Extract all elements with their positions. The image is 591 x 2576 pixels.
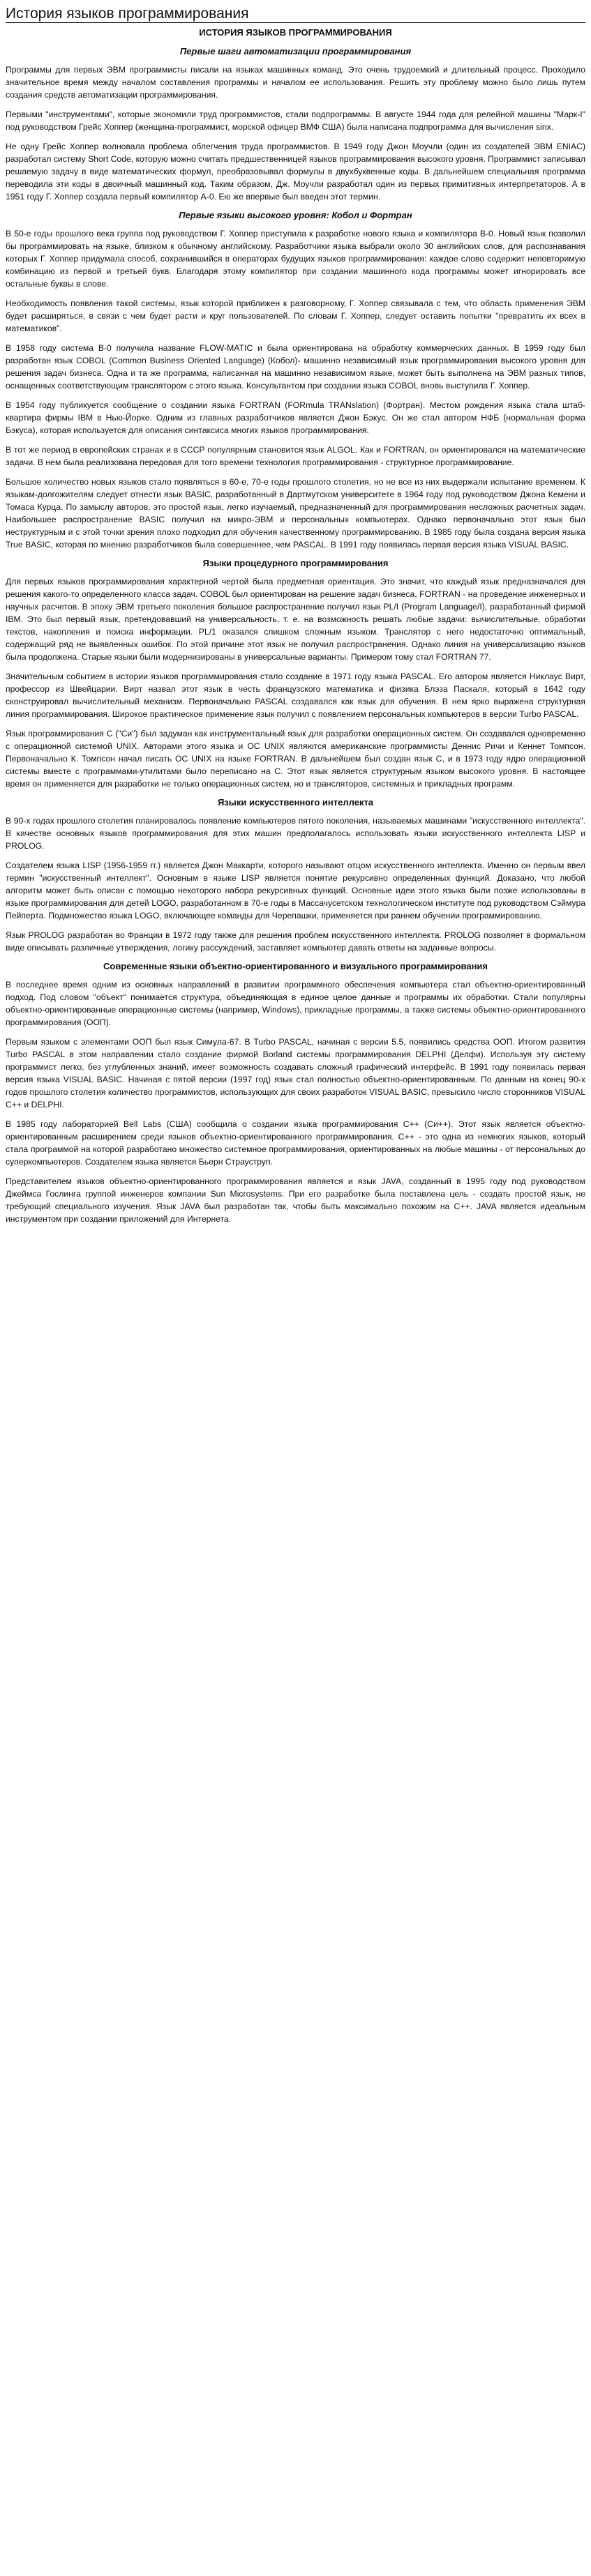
paragraph: Необходимость появления такой системы, язык которой приближен к разговорному, Г. Хоппер связывала с тем, что область применения ЭВМ будет расширяться, в связи с чем будет расти и круг пользователей. По словам Г. Хоппер, следует оставить попытки "превратить их всех в математиков". xyxy=(6,298,585,333)
paragraph: В 50-е годы прошлого века группа под руководством Г. Хоппер приступила к разработке нового языка и компилятора В-0. Новый язык позволил бы программировать на языке, близком к обычному английскому. Разработчики языка выбрали около 30 английских слов, для распознавания которых Г. Хоппер придумала способ, сохранившийся в операторах будущих языков программирования: каждое слово содержит неповторимую комбинацию из первой и третьей букв. Благодаря этому компилятор при создании машинного кода программы может игнорировать все остальные буквы в слове. xyxy=(6,229,585,289)
document-title: ИСТОРИЯ ЯЗЫКОВ ПРОГРАММИРОВАНИЯ xyxy=(199,27,392,38)
paragraph: В последнее время одним из основных направлений в развитии программного обеспечения компьютера стал объектно-ориентированный подход. Под словом "объект" понимается структура, объединяющая в единое целое данные и программы их обработки. Стали популярны объектно-ориентированные операционные системы (например, Windows), прикладные программы, а также системы объектно-ориентированного программирования (ООП). xyxy=(6,980,585,1027)
paragraph: Для первых языков программирования характерной чертой была предметная ориентация. Это значит, что каждый язык предназначался для решения какого-то определенного класса задач. COBOL был ориентирован на решение задач бизнеса, FORTRAN - на проведение инженерных и научных расчетов. В эпоху ЭВМ третьего поколения большое распространение получил язык PL/I (Program Language/I), разработанный фирмой IBM. Это был первый язык, претендовавший на универсальность, т. е. на возможность решать любые задачи: вычислительные, обработки текстов, накопления и поиска информации. PL/1 оказался слишком сложным языком. Транслятор с него недостаточно оптимальный, содержащий ряд не выявленных ошибок. По этой причине этот язык не получил распространения. Однако линия на универсализацию языков была продолжена. Старые языки были модернизированы в универсальные варианты. Примером тому стал FORTRAN 77. xyxy=(6,577,585,662)
paragraph: Первыми "инструментами", которые экономили труд программистов, стали подпрограммы. В августе 1944 года для релейной машины "Марк-I" под руководством Грейс Хоппер (женщина-программист, морской офицер ВМФ США) была написана подпрограмма для вычисления sinx. xyxy=(6,109,585,132)
section-procedural-languages xyxy=(6,558,585,790)
paragraph: В 90-х годах прошлого столетия планировалось появление компьютеров пятого поколения, называемых машинами "искусственного интеллекта". В качестве основных языков программирования для этих машин предполагалось использовать языки искусственного интеллекта LISP и PROLOG. xyxy=(6,816,585,851)
section-heading: Первые шаги автоматизации программирования xyxy=(179,46,412,56)
section-ai-languages xyxy=(6,797,585,954)
section-high-level-languages xyxy=(6,210,585,551)
paragraph: Язык программирования С ("Си") был задуман как инструментальный язык для разработки операционных систем. Он создавался одновременно с операционной системой UNIX. Авторами этого языка и ОС UNIX являются американские программисты Деннис Ричи и Кеннет Томпсон. Первоначально К. Томпсон начал писать ОС UNIX на языке FORTRAN. В дальнейшем был создан язык С, и в 1973 году ядро операционной системы вместе с программами-утилитами было переписано на С. Этот язык является структурным языком высокого уровня. В настоящее время он применяется для разработки не только операционных систем, но и трансляторов, системных и прикладных программ. xyxy=(6,729,585,789)
document-page xyxy=(0,0,591,1225)
section-first-steps xyxy=(6,46,585,203)
paragraph: Создателем языка LISP (1956-1959 гг.) является Джон Маккарти, которого называют отцом искусственного интеллекта. Именно он первым ввел термин "искусственный интеллект". Основным в языке LISP является понятие рекурсивно определенных функций. Доказано, что любой алгоритм может быть описан с помощью некоторого набора рекурсивных функций. Основные идеи этого языка были позже использованы в языке программирования для детей LOGO, разработанном в 70-е годы в Массачусетском технологическом институте под руководством Сэймура Пейперта. Подмножество языка LOGO, включающее команды для Черепашки, применяется при раннем обучении программированию. xyxy=(6,861,585,920)
paragraph: Большое количество новых языков стало появляться в 60-е, 70-е годы прошлого столетия, но не все из них выдержали испытание временем. К языкам-долгожителям следует отнести язык BASIC, разработанный в Дартмутском университете в 1964 году под руководством Джона Кемени и Томаса Курца. По замыслу авторов, это простой язык, легко изучаемый, предназначенный для программирования несложных расчетных задач. Наибольшее распространение BASIC получил на микро-ЭВМ и персональных компьютерах. Однако первоначально этот язык был неструктурным и с этой точки зрения плохо подходил для обучения качественному программированию. В 1985 году была создана версия языка True BASIC, которая по мнению разработчиков была совершеннее, чем PASCAL. В 1991 году появилась первая версия языка VISUAL BASIC. xyxy=(6,477,585,550)
section-heading: Первые языки высокого уровня: Кобол и Фортран xyxy=(179,210,412,220)
paragraph: В тот же период в европейских странах и в СССР популярным становится язык ALGOL. Как и FORTRAN, он ориентировался на математические задачи. В нем была реализована передовая для того времени технология программирования - структурное программирование. xyxy=(6,445,585,467)
paragraph: Значительным событием в истории языков программирования стало создание в 1971 году языка PASCAL. Его автором является Никлаус Вирт, профессор из Швейцарии. Вирт назвал этот язык в честь французского математика и физика Блэза Паскаля, который в 1642 году сконструировал вычислительный механизм. Первоначально PASCAL создавался как язык для обучения. В нем ярко выражена структурная линия программирования. Широкое практическое применение язык получил с появлением персональных компьютеров в версии Turbo PASCAL. xyxy=(6,672,585,719)
section-heading: Современные языки объектно-ориентированного и визуального программирования xyxy=(103,961,488,971)
paragraph: Представителем языков объектно-ориентированного программирования является и язык JAVA, созданный в 1995 году под руководством Джеймса Гослинга группой инженеров компании Sun Microsystems. При его разработке была поставлена цель - создать простой язык, не требующий специального изучения. Язык JAVA был разработан так, чтобы быть максимально похожим на С++. JAVA является идеальным инструментом при создании приложений для Интернета. xyxy=(6,1176,585,1224)
paragraph: В 1958 году система В-0 получила название FLOW-MATIC и была ориентирована на обработку коммерческих данных. В 1959 году был разработан язык COBOL (Common Business Oriented Language) (Кобол)- машинно независимый язык программирования высокого уровня для решения задач бизнеса. Одна и та же программа, написанная на машинно независимом языке, может быть выполнена на ЭВМ разных типов, оснащенных соответствующим транслятором с этого языка. Консультантом при создании языка COBOL вновь выступила Г. Хоппер. xyxy=(6,343,585,391)
section-oop-visual-languages xyxy=(6,961,585,1225)
section-heading: Языки искусственного интеллекта xyxy=(217,797,374,808)
paragraph: В 1985 году лабораторией Bell Labs (США) сообщила о создании языка программирования С++ (Си++). Этот язык является объектно-ориентированным расширением среди языков объектно-ориентированного программирования. С++ - это одна из немногих языков, который стала программой на которой разработано множество системное программирования, ориентированных на любые машины - от персональных до суперкомпьютеров. Создателем языка является Бьерн Страуструп. xyxy=(6,1119,585,1167)
paragraph: Не одну Грейс Хоппер волновала проблема облегчения труда программистов. В 1949 году Джон Моучли (один из создателей ЭВМ ENIAC) разработал систему Short Code, которую можно считать предшественницей языков программирования высокого уровня. Программист записывал решаемую задачу в виде математических формул, преобразовывал формулы в двухбуквенные коды. В дальнейшем специальная программа переводила эти коды в двоичный машинный код. Таким образом, Дж. Моучли разработал один из первых примитивных интерпретаторов. А в 1951 году Г. Хоппер создала первый компилятор А-0. Ею же впервые был введен этот термин. xyxy=(6,142,585,202)
section-heading: Языки процедурного программирования xyxy=(202,558,389,568)
page-title: История языков программирования xyxy=(6,6,585,23)
paragraph: Первым языком с элементами ООП был язык Симула-67. В Turbo PASCAL, начиная с версии 5.5, появились средства ООП. Итогом развития Turbo PASCAL в этом направлении стало создание фирмой Borland системы программирования DELPHI (Делфи). Используя эту систему программист легко, без углубленных знаний, имеет возможность создавать сложный графический интерфейс. В 1991 году появилась первая версия языка VISUAL BASIC. Начиная с пятой версии (1997 год) язык стал полностью объектно-ориентированным. По данным на конец 90-х годов прошлого столетия количество программистов, использующих для своих разработок VISUAL BASIC, превысило число сторонников VISUAL C++ и DELPHI. xyxy=(6,1037,585,1109)
paragraph: Программы для первых ЭВМ программисты писали на языках машинных команд. Это очень трудоемкий и длительный процесс. Проходило значительное время между началом составления программы и началом ее использования. Решить эту проблему можно было лишь путем создания средств автоматизации программирования. xyxy=(6,65,585,100)
paragraph: Язык PROLOG разработан во Франции в 1972 году также для решения проблем искусственного интеллекта. PROLOG позволяет в формальном виде описывать различные утверждения, логику рассуждений, заставляет компьютер давать ответы на заданные вопросы. xyxy=(6,930,585,953)
paragraph: В 1954 году публикуется сообщение о создании языка FORTRAN (FORmula TRANslation) (Фортран). Местом рождения языка стала штаб-квартира фирмы IBM в Нью-Йорке. Одним из главных разработчиков является Джон Бэкус. Он же стал автором НФБ (нормальная форма Бэкуса), которая используется для описания синтаксиса многих языков программирования. xyxy=(6,400,585,435)
